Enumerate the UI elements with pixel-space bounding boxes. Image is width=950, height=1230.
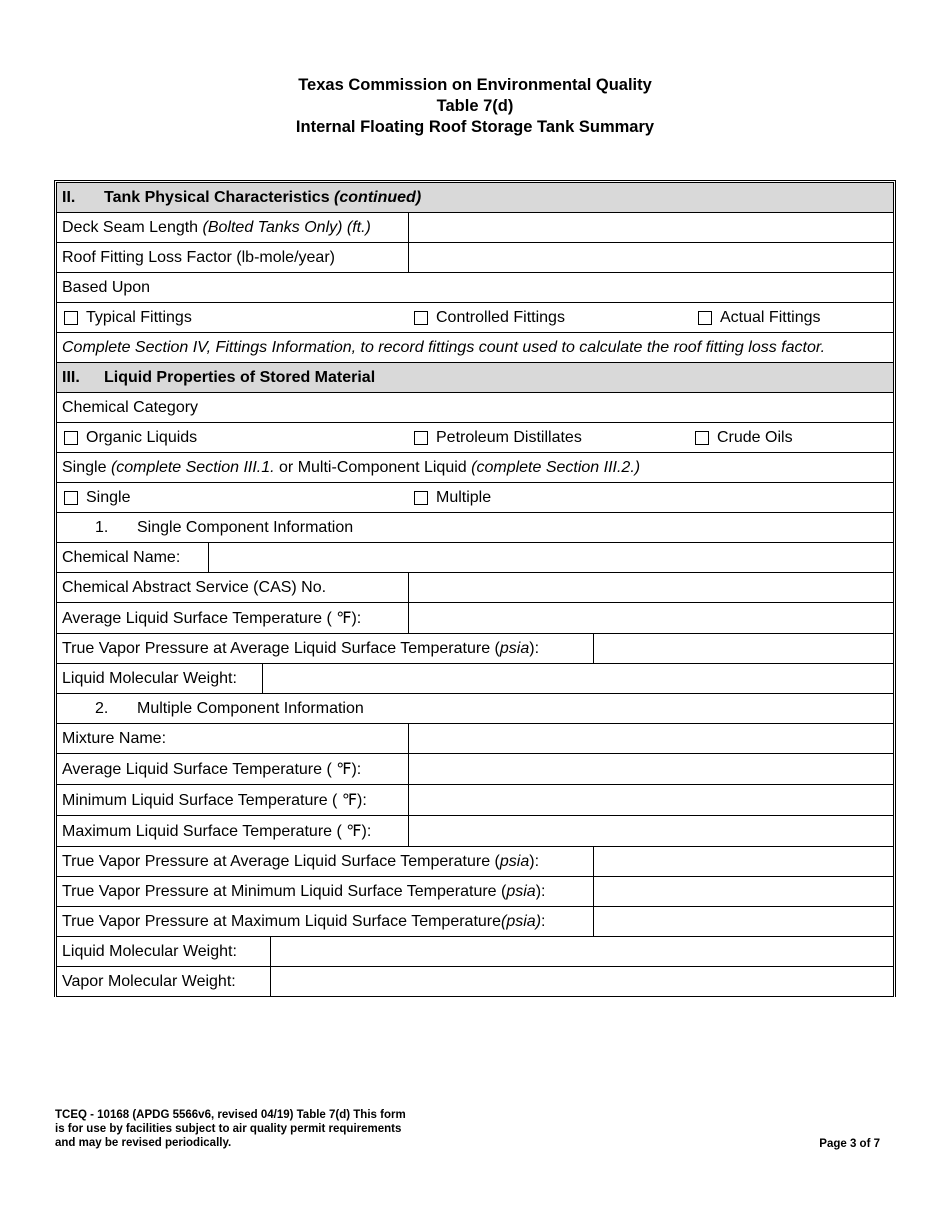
section-3-number: III. — [62, 368, 80, 386]
multi-min-temp-input[interactable] — [409, 785, 893, 815]
multi-avg-temp-label: Average Liquid Surface Temperature ( ℉): — [57, 754, 409, 784]
cas-label: Chemical Abstract Service (CAS) No. — [57, 573, 409, 602]
single-multi-row — [57, 453, 893, 483]
typical-fittings-checkbox[interactable] — [64, 311, 78, 325]
crude-oils-option[interactable]: Crude Oils — [693, 423, 793, 452]
deck-seam-input[interactable] — [409, 213, 893, 242]
multi-lmw-input[interactable] — [271, 937, 893, 966]
typical-fittings-option[interactable]: Typical Fittings — [62, 303, 192, 332]
multi-max-temp-row — [57, 816, 893, 847]
multi-tvp-min-input[interactable] — [594, 877, 893, 906]
organic-liquids-option[interactable]: Organic Liquids — [62, 423, 197, 452]
multi-max-temp-input[interactable] — [409, 816, 893, 846]
form-title: Internal Floating Roof Storage Tank Summary — [295, 118, 655, 136]
fittings-options-row — [57, 303, 893, 333]
single-lmw-label: Liquid Molecular Weight: — [57, 664, 263, 693]
fittings-note: Complete Section IV, Fittings Information, to record fittings count used to calculate the roof fitting loss factor. — [62, 338, 826, 356]
single-tvp-avg-row — [57, 634, 893, 664]
controlled-fittings-checkbox[interactable] — [414, 311, 428, 325]
multi-avg-temp-row — [57, 754, 893, 785]
mixture-name-label: Mixture Name: — [57, 724, 409, 753]
roof-fitting-label: Roof Fitting Loss Factor (lb-mole/year) — [57, 243, 409, 272]
single-checkbox[interactable] — [64, 491, 78, 505]
multi-lmw-row — [57, 937, 893, 967]
deck-seam-label: Deck Seam Length (Bolted Tanks Only) (ft.) — [57, 213, 409, 242]
crude-oils-checkbox[interactable] — [695, 431, 709, 445]
single-avg-temp-label: Average Liquid Surface Temperature ( ℉): — [57, 603, 409, 633]
subsection-2-number: 2. — [95, 699, 109, 717]
multi-tvp-min-row — [57, 877, 893, 907]
subsection-1-number: 1. — [95, 518, 109, 536]
single-lmw-row — [57, 664, 893, 694]
multi-tvp-min-label: True Vapor Pressure at Minimum Liquid Surface Temperature ( psia ): — [57, 877, 594, 906]
multi-tvp-avg-row — [57, 847, 893, 877]
single-tvp-avg-label: True Vapor Pressure at Average Liquid Surface Temperature ( psia ): — [57, 634, 594, 663]
multiple-checkbox[interactable] — [414, 491, 428, 505]
agency-title: Texas Commission on Environmental Quality — [298, 76, 652, 94]
page-number: Page 3 of 7 — [819, 1138, 880, 1150]
petroleum-distillates-checkbox[interactable] — [414, 431, 428, 445]
cas-input[interactable] — [409, 573, 893, 602]
chemical-name-label: Chemical Name: — [57, 543, 209, 572]
section-2-number: II. — [62, 188, 76, 206]
section-2-title: Tank Physical Characteristics — [104, 188, 330, 206]
single-tvp-avg-input[interactable] — [594, 634, 893, 663]
section-3-title: Liquid Properties of Stored Material — [104, 368, 376, 386]
roof-fitting-input[interactable] — [409, 243, 893, 272]
fittings-note-row — [57, 333, 893, 363]
tank-summary-form — [54, 180, 896, 997]
based-upon-row — [57, 273, 893, 303]
section-2-title-suffix: (continued) — [334, 188, 422, 206]
chemical-name-row — [57, 543, 893, 573]
deck-seam-row — [57, 213, 893, 243]
multi-tvp-avg-label: True Vapor Pressure at Average Liquid Surface Temperature ( psia ): — [57, 847, 594, 876]
single-option[interactable]: Single — [62, 483, 130, 512]
multi-vmw-row — [57, 967, 893, 997]
controlled-fittings-option[interactable]: Controlled Fittings — [412, 303, 565, 332]
single-avg-temp-input[interactable] — [409, 603, 893, 633]
multi-tvp-max-row — [57, 907, 893, 937]
multi-min-temp-row — [57, 785, 893, 816]
roof-fitting-row — [57, 243, 893, 273]
actual-fittings-option[interactable]: Actual Fittings — [696, 303, 820, 332]
page-header — [0, 75, 950, 138]
cas-row — [57, 573, 893, 603]
petroleum-distillates-option[interactable]: Petroleum Distillates — [412, 423, 582, 452]
multi-min-temp-label: Minimum Liquid Surface Temperature ( ℉): — [57, 785, 409, 815]
section-3-header — [57, 363, 893, 393]
subsection-2-header — [57, 694, 893, 724]
chemical-name-input[interactable] — [209, 543, 893, 572]
multi-tvp-max-label: True Vapor Pressure at Maximum Liquid Surface Temperature (psia) : — [57, 907, 594, 936]
subsection-1-title: Single Component Information — [137, 518, 354, 536]
single-avg-temp-row — [57, 603, 893, 634]
multi-vmw-label: Vapor Molecular Weight: — [57, 967, 271, 996]
multiple-option[interactable]: Multiple — [412, 483, 491, 512]
form-footer-note: TCEQ - 10168 (APDG 5566v6, revised 04/19) Table 7(d) This form is for use by facilities subject to air quality permit requirements and may be revised periodically. — [55, 1109, 406, 1149]
multi-tvp-max-input[interactable] — [594, 907, 893, 936]
section-2-header — [57, 183, 893, 213]
multi-lmw-label: Liquid Molecular Weight: — [57, 937, 271, 966]
mixture-name-input[interactable] — [409, 724, 893, 753]
based-upon-label: Based Upon — [62, 278, 151, 296]
chemical-category-row — [57, 393, 893, 423]
subsection-1-header — [57, 513, 893, 543]
multi-max-temp-label: Maximum Liquid Surface Temperature ( ℉): — [57, 816, 409, 846]
single-multi-options-row — [57, 483, 893, 513]
actual-fittings-checkbox[interactable] — [698, 311, 712, 325]
chemical-category-label: Chemical Category — [62, 398, 199, 416]
multi-vmw-input[interactable] — [271, 967, 893, 996]
mixture-name-row — [57, 724, 893, 754]
table-number: Table 7(d) — [436, 97, 514, 115]
organic-liquids-checkbox[interactable] — [64, 431, 78, 445]
category-options-row — [57, 423, 893, 453]
single-multi-label: Single (complete Section III.1. or Multi-Component Liquid (complete Section III.2.) — [62, 458, 641, 476]
multi-avg-temp-input[interactable] — [409, 754, 893, 784]
subsection-2-title: Multiple Component Information — [137, 699, 364, 717]
single-lmw-input[interactable] — [263, 664, 893, 693]
multi-tvp-avg-input[interactable] — [594, 847, 893, 876]
